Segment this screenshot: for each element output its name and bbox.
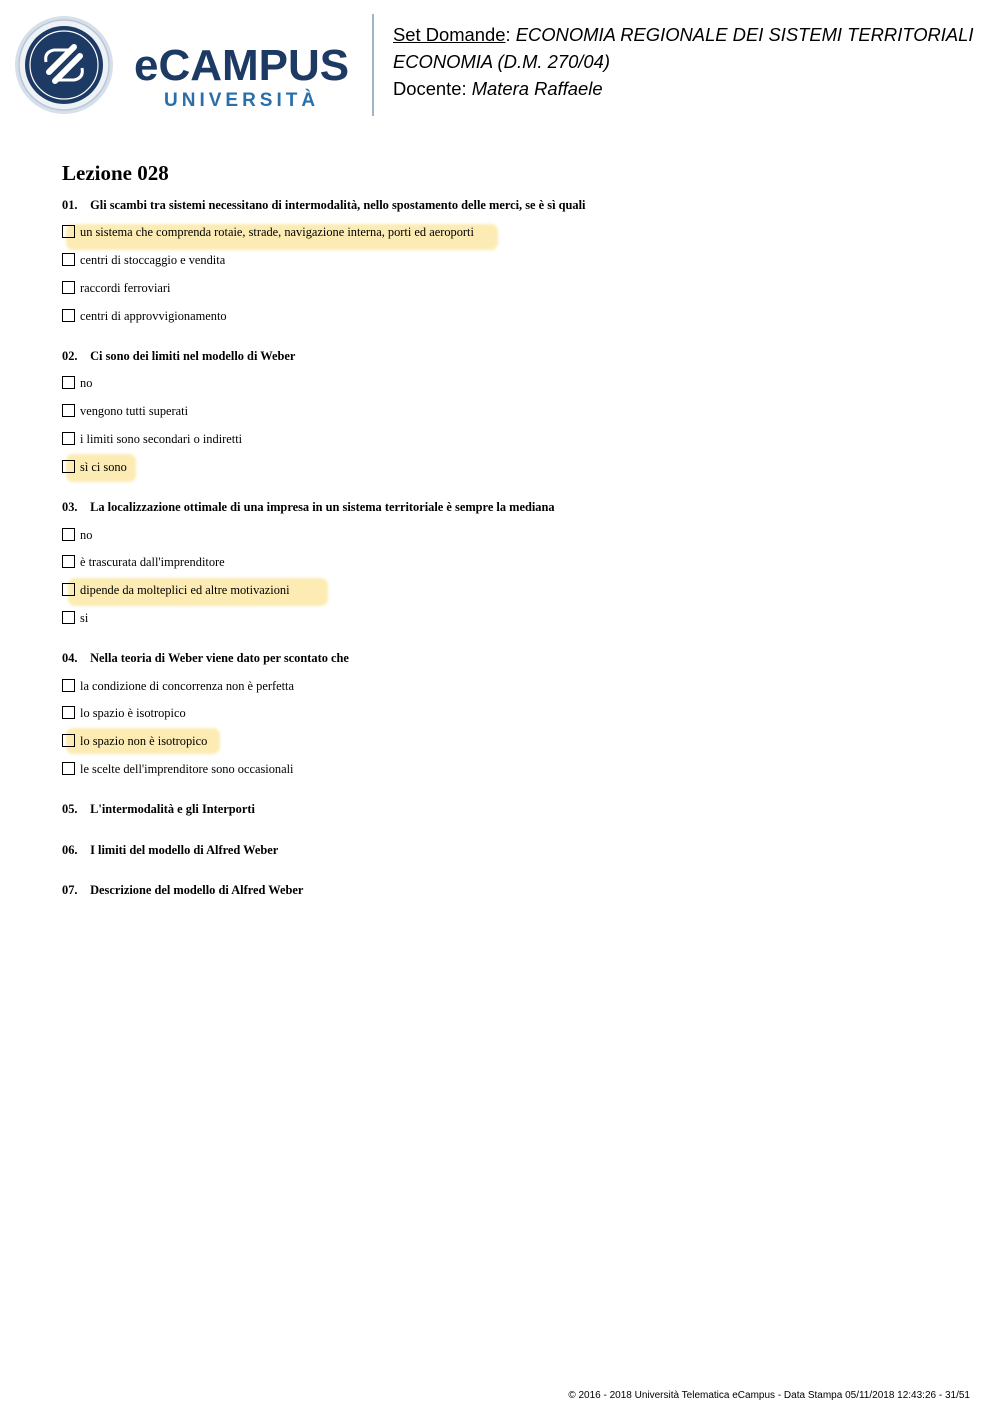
checkbox[interactable] [62,460,75,473]
answer-option[interactable] [62,403,462,420]
option-label: i limiti sono secondari o indiretti [80,432,243,446]
question-text: Ci sono dei limiti nel modello di Weber [90,349,296,363]
checkbox[interactable] [62,225,75,238]
option-label: sì ci sono [80,460,127,474]
answer-option[interactable] [62,582,462,599]
question-04 [62,651,349,666]
checkbox[interactable] [62,404,75,417]
question-text: Descrizione del modello di Alfred Weber [90,883,304,897]
checkbox[interactable] [62,734,75,747]
checkbox[interactable] [62,309,75,322]
checkbox[interactable] [62,706,75,719]
answer-option[interactable] [62,610,462,627]
page-footer: © 2016 - 2018 Università Telematica eCampus - Data Stampa 05/11/2018 12:43:26 - 31/51 [568,1390,970,1401]
teacher-label: Docente [393,78,462,99]
checkbox[interactable] [62,432,75,445]
question-01 [62,198,585,213]
question-06 [62,843,278,858]
option-label: la condizione di concorrenza non è perfetta [80,679,294,693]
question-05 [62,802,255,817]
option-label: dipende da molteplici ed altre motivazioni [80,583,290,597]
checkbox[interactable] [62,611,75,624]
option-label: lo spazio non è isotropico [80,734,208,748]
question-number: 01. [62,198,78,212]
checkbox[interactable] [62,281,75,294]
option-label: è trascurata dall'imprenditore [80,555,225,569]
answer-option[interactable] [62,554,462,571]
answer-option[interactable] [62,224,582,241]
question-text: L'intermodalità e gli Interporti [90,802,255,816]
option-label: lo spazio è isotropico [80,706,186,720]
answer-option[interactable] [62,678,462,695]
answer-option[interactable] [62,252,462,269]
header-divider [372,14,374,116]
teacher-name: Matera Raffaele [471,78,603,99]
svg-text:eCAMPUS: eCAMPUS [134,41,350,90]
option-label: centri di approvvigionamento [80,309,227,323]
question-number: 02. [62,349,78,363]
question-07 [62,883,303,898]
question-text: Gli scambi tra sistemi necessitano di intermodalità, nello spostamento delle merci, se è sì quali [90,198,586,212]
question-03 [62,500,555,515]
option-label: centri di stoccaggio e vendita [80,253,226,267]
option-label: no [80,376,93,390]
checkbox[interactable] [62,679,75,692]
option-label: no [80,528,93,542]
svg-text:UNIVERSITÀ: UNIVERSITÀ [164,90,320,111]
answer-option[interactable] [62,705,462,722]
answer-option[interactable] [62,308,462,325]
question-number: 05. [62,802,78,816]
answer-option[interactable] [62,733,462,750]
question-text: La localizzazione ottimale di una impresa in un sistema territoriale è sempre la mediana [90,500,555,514]
question-02 [62,349,295,364]
checkbox[interactable] [62,762,75,775]
set-title-line1: ECONOMIA REGIONALE DEI SISTEMI TERRITORIALI [515,24,974,45]
checkbox[interactable] [62,528,75,541]
question-text: I limiti del modello di Alfred Weber [90,843,279,857]
question-number: 06. [62,843,78,857]
checkbox[interactable] [62,253,75,266]
checkbox[interactable] [62,376,75,389]
answer-option[interactable] [62,375,462,392]
checkbox[interactable] [62,555,75,568]
option-label: un sistema che comprenda rotaie, strade, navigazione interna, porti ed aeroporti [80,225,474,239]
set-title-line2: ECONOMIA (D.M. 270/04) [393,51,610,72]
option-label: vengono tutti superati [80,404,189,418]
question-number: 07. [62,883,78,897]
document-header: Set Domande: ECONOMIA REGIONALE DEI SISTEMI TERRITORIALI ECONOMIA (D.M. 270/04) Docente: Matera Raffaele [393,24,974,99]
answer-option[interactable] [62,431,462,448]
answer-option[interactable] [62,459,462,476]
answer-option[interactable] [62,527,462,544]
option-label: le scelte dell'imprenditore sono occasionali [80,762,294,776]
question-number: 03. [62,500,78,514]
option-label: raccordi ferroviari [80,281,171,295]
lesson-title: Lezione 028 [62,161,169,185]
question-text: Nella teoria di Weber viene dato per scontato che [90,651,349,665]
option-label: si [80,611,89,625]
ecampus-logo [14,14,359,118]
answer-option[interactable] [62,761,462,778]
answer-option[interactable] [62,280,462,297]
set-label: Set Domande [393,24,506,45]
question-number: 04. [62,651,78,665]
checkbox[interactable] [62,583,75,596]
